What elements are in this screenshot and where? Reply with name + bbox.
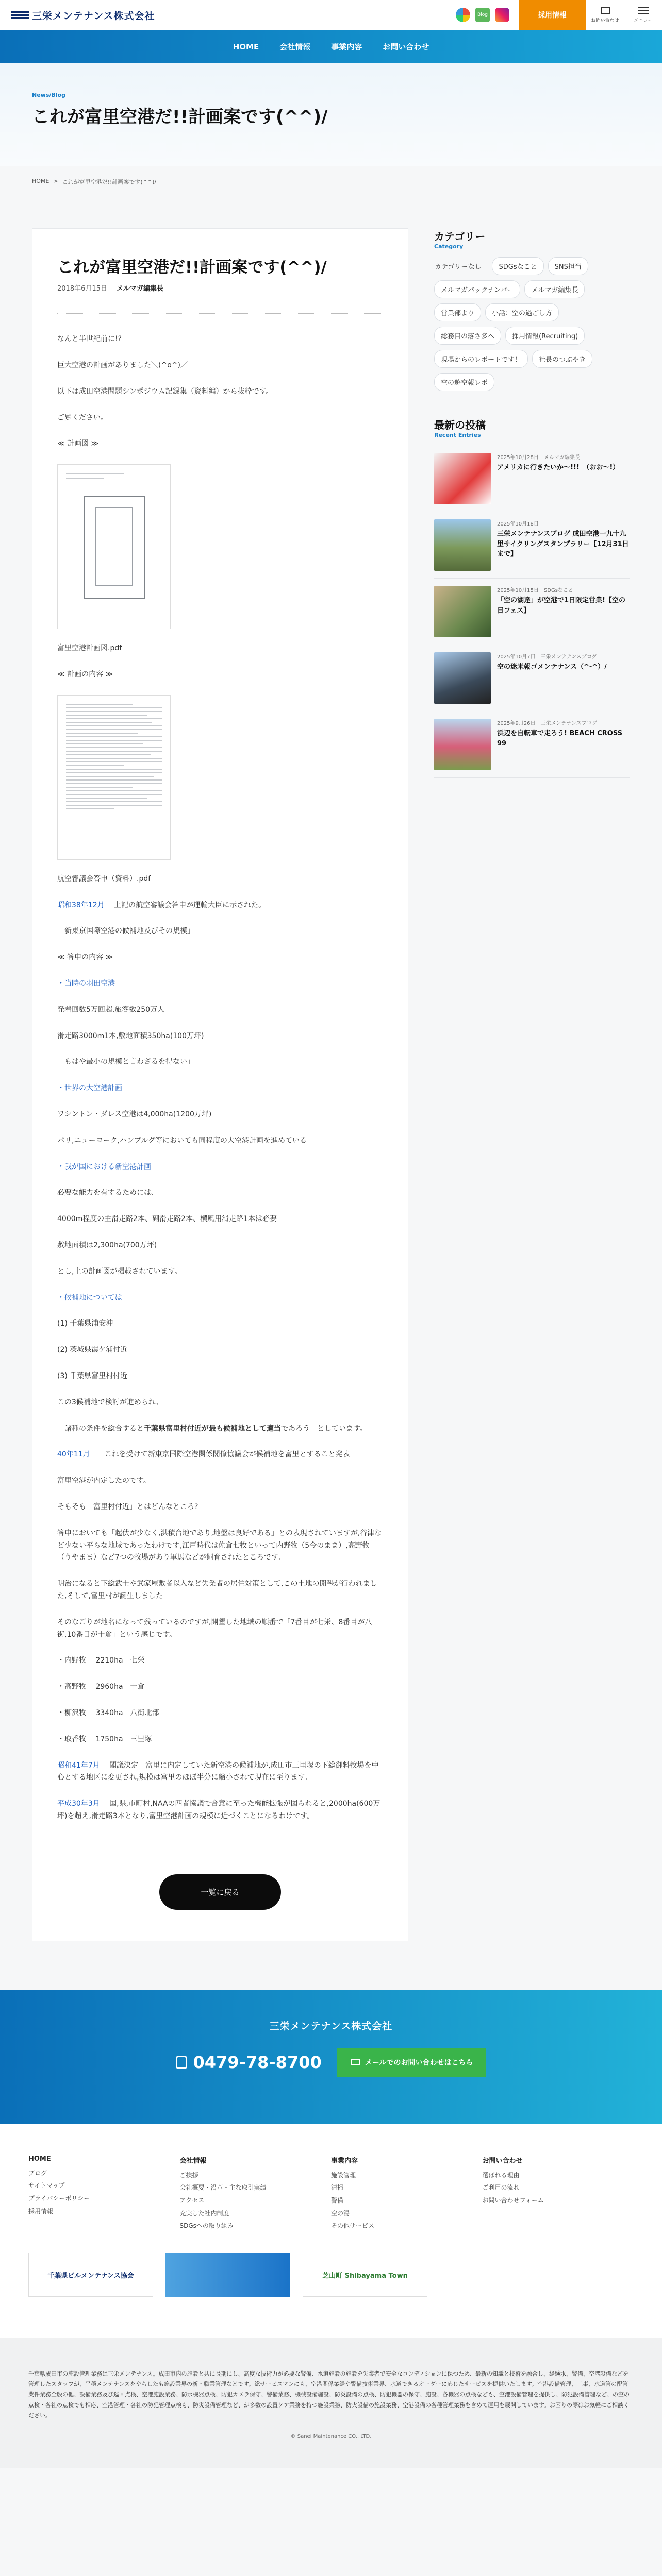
paragraph: とし,上の計画図が掲載されています。 — [57, 1267, 182, 1276]
site-header — [0, 0, 662, 30]
footer-note — [0, 2338, 662, 2468]
footer-col-heading[interactable]: HOME — [28, 2155, 51, 2163]
category-tag[interactable]: 空の遊空報レポ — [434, 373, 494, 391]
paragraph: 敷地面積は2,300ha(700万坪) — [57, 1241, 157, 1250]
footer-column — [483, 2155, 634, 2232]
footer-link[interactable]: 会社概要・沿革・主な取引実績 — [179, 2184, 267, 2192]
banner-association[interactable]: 千葉県ビルメンテナンス協会 — [28, 2253, 153, 2297]
menu-label: メニュー — [634, 18, 653, 23]
copyright: © Sanei Maintenance CO., LTD. — [290, 2434, 372, 2440]
paragraph: 富里空港が内定したのです。 — [57, 1477, 151, 1485]
post-title: 「空の湖達」が空港で1日限定営業!【空の日フェス】 — [497, 597, 625, 615]
footer-link[interactable]: ご利用の流れ — [482, 2184, 520, 2192]
post-category: 三栄メンテナンスブログ — [540, 654, 597, 660]
footer-link[interactable]: 警備 — [331, 2196, 344, 2204]
footer-link[interactable]: 施設管理 — [331, 2171, 356, 2179]
recent-post[interactable] — [434, 579, 630, 645]
category-tag[interactable]: カテゴリーなし — [435, 263, 482, 271]
text: 閣議決定 富里に内定していた新空港の候補地が,成田市三里塚の下総御料牧場を中心とする地区に変更され,規模は富里のほぼ半分に縮小されて現在に至ります。 — [57, 1761, 379, 1782]
paragraph: 必要な能力を有するためには、 — [57, 1189, 158, 1197]
footer-column — [28, 2155, 180, 2232]
nav-company[interactable]: 会社情報 — [279, 42, 311, 52]
breadcrumb-home[interactable]: HOME — [32, 178, 49, 184]
category-tag[interactable]: SNS担当 — [548, 257, 588, 275]
post-date: 2025年9月26日 — [497, 721, 536, 726]
post-title: 浜辺を自転車で走ろう! BEACH CROSS 99 — [497, 730, 622, 748]
category-heading: カテゴリー — [434, 230, 486, 243]
post-thumbnail — [434, 719, 491, 770]
breadcrumb — [0, 166, 662, 197]
paragraph: ・高野牧 2960ha 十倉 — [57, 1683, 145, 1691]
post-meta — [57, 283, 383, 293]
nav-contact[interactable]: お問い合わせ — [383, 42, 429, 52]
paragraph: パリ,ニューヨーク,ハンブルグ等においても同程度の大空港計画を進めている」 — [57, 1136, 315, 1145]
paragraph: そのなごりが地名になって残っているのですが,開墾した地域の順番で「7番目が七栄、8番目が八街,10番目が十倉」という感じです。 — [57, 1618, 372, 1639]
paragraph: 「もはや最小の規模と言わざるを得ない」 — [57, 1058, 194, 1066]
paragraph: なんと半世紀前に!? — [57, 335, 122, 344]
post-title: 三栄メンテナンスブログ 成田空港一九十九里サイクリングスタンプラリー【12月31日まで】 — [497, 530, 629, 558]
paragraph: ・柳沢牧 3340ha 八街北部 — [57, 1708, 159, 1717]
divider — [57, 313, 383, 314]
paragraph: 巨大空港の計画がありました＼(^o^)／ — [57, 361, 188, 370]
post-date: 2018年6月15日 — [57, 285, 107, 293]
recent-post[interactable] — [434, 645, 630, 711]
page-hero — [0, 63, 662, 166]
category-tag[interactable]: 社長のつぶやき — [532, 350, 592, 368]
hero-kicker: News/Blog — [32, 92, 65, 98]
contact-label: お問い合わせ — [591, 18, 619, 23]
phone-number: 0479-78-8700 — [193, 2052, 322, 2072]
paragraph: 4000m程度の主滑走路2本、副滑走路2本、横風用滑走路1本は必要 — [57, 1215, 277, 1224]
footer-link[interactable]: お問い合わせフォーム — [482, 2196, 544, 2204]
paragraph: ・取香牧 1750ha 三里塚 — [57, 1735, 152, 1743]
blog-icon[interactable]: Blog — [475, 8, 490, 22]
post-category: SDGsなこと — [543, 588, 573, 594]
paragraph: (2) 茨城県霞ケ浦付近 — [57, 1346, 128, 1354]
post-date: 2025年10月7日 — [497, 654, 536, 660]
footer-column — [180, 2155, 332, 2232]
footer-link[interactable]: サイトマップ — [28, 2182, 65, 2190]
footer-col-heading[interactable]: 事業内容 — [331, 2157, 358, 2165]
subheading: ・我が国における新空港計画 — [57, 1162, 151, 1171]
mail-contact-button[interactable] — [337, 2048, 487, 2077]
post-thumbnail — [434, 586, 491, 637]
post-category: 三栄メンテナンスブログ — [540, 721, 597, 726]
category-tag[interactable]: SDGsなこと — [492, 257, 543, 275]
phone-link[interactable] — [176, 2053, 322, 2072]
contact-cta — [0, 1990, 662, 2124]
footer-col-heading[interactable]: お問い合わせ — [482, 2157, 523, 2165]
subheading: ・世界の大空港計画 — [57, 1084, 122, 1093]
date-highlight: 昭和38年12月 — [57, 901, 105, 909]
date-highlight: 昭和41年7月 — [57, 1761, 100, 1770]
post-author[interactable]: メルマガ編集長 — [116, 285, 163, 293]
menu-button[interactable] — [624, 0, 662, 30]
category-list — [434, 257, 630, 391]
google-icon[interactable] — [456, 8, 470, 22]
paragraph: 明治になると下総武士や武家屋敷者以入など失業者の居住対策として,この土地の開墾が行われました,そして,富里村が誕生しました — [57, 1580, 377, 1600]
category-subheading: Category — [434, 243, 464, 250]
recruit-button[interactable]: 採用情報 — [519, 0, 586, 30]
paragraph: 以下は成田空港問題シンポジウム記録集（資料編）から抜粋です。 — [57, 387, 273, 396]
nav-home[interactable]: HOME — [233, 42, 259, 52]
post-thumbnail — [434, 519, 491, 571]
paragraph: ≪ 計画の内容 ≫ — [57, 670, 113, 679]
footer-link[interactable]: 空の湯 — [331, 2209, 350, 2217]
paragraph: ≪ 計画図 ≫ — [57, 439, 99, 448]
paragraph: ワシントン・ダレス空港は4,000ha(1200万坪) — [57, 1110, 212, 1119]
paragraph: ご覧ください。 — [57, 413, 108, 422]
site-logo[interactable] — [11, 8, 155, 22]
category-tag[interactable]: メルマガバックナンバー — [434, 280, 520, 298]
footer-link[interactable]: ブログ — [28, 2169, 47, 2177]
category-tag[interactable]: 総務目の落さ多へ — [434, 327, 501, 345]
menu-icon — [638, 7, 649, 14]
paragraph — [57, 900, 383, 912]
text: であろう」としています。 — [281, 1424, 367, 1433]
recent-subheading: Recent Entries — [434, 432, 481, 438]
paragraph — [57, 1760, 383, 1785]
footer-col-heading[interactable]: 会社情報 — [179, 2157, 207, 2165]
paragraph: ・内野牧 2210ha 七栄 — [57, 1656, 145, 1665]
subheading: ・候補地については — [57, 1293, 122, 1302]
footer-link[interactable]: ご挨拶 — [179, 2171, 198, 2179]
footer-column — [331, 2155, 483, 2232]
text: 国,県,市町村,NAAの四者協議で合意に至った機能拡張が図られると,2000ha(600万坪)を超え,滑走路3本となり,富里空港計画の規模に近づくことになるわけです。 — [57, 1800, 380, 1820]
contact-button[interactable] — [586, 0, 624, 30]
footer-link[interactable]: 選ばれる理由 — [482, 2171, 520, 2179]
post-body — [57, 333, 383, 1822]
recent-post[interactable] — [434, 711, 630, 778]
post-thumbnail — [434, 453, 491, 504]
post-date: 2025年10月15日 — [497, 588, 539, 594]
page-title: これが富里空港だ!!計画案です(^^)/ — [32, 107, 328, 127]
logo-mark-icon — [11, 11, 29, 19]
plan-map-image[interactable] — [57, 464, 171, 629]
paragraph: ≪ 答申の内容 ≫ — [57, 953, 113, 962]
emphasis: 千葉県富里村付近が最も候補地として適当 — [144, 1424, 281, 1433]
logo-text: 三栄メンテナンス株式会社 — [32, 10, 155, 22]
nav-services[interactable]: 事業内容 — [331, 42, 362, 52]
breadcrumb-separator: > — [53, 178, 58, 184]
category-tag[interactable]: 小話：空の過ごし方 — [485, 303, 559, 321]
paragraph: そもそも「富里村付近」とはどんなところ? — [57, 1503, 198, 1511]
paragraph — [57, 1449, 383, 1461]
paragraph: (3) 千葉県富里村付近 — [57, 1372, 128, 1381]
footer-link[interactable]: その他サービス — [331, 2222, 375, 2230]
instagram-icon[interactable] — [495, 8, 509, 22]
paragraph: 発着回数5万回超,旅客数250万人 — [57, 1005, 165, 1014]
paragraph — [57, 1798, 383, 1823]
post-date: 2025年10月28日 — [497, 455, 539, 461]
report-document-image[interactable] — [57, 695, 171, 860]
footer-link[interactable]: アクセス — [179, 2196, 205, 2204]
mail-contact-label: メールでのお問い合わせはこちら — [365, 2058, 473, 2067]
paragraph: 「新東京国際空港の候補地及びその規模」 — [57, 927, 194, 936]
footer-link[interactable]: 採用情報 — [28, 2207, 54, 2215]
footer-logo[interactable]: 三栄メンテナンス株式会社 — [269, 2020, 393, 2032]
post-title: アメリカに行きたいか〜!!! （おお〜!） — [497, 464, 620, 471]
category-tag[interactable]: 採用情報(Recruiting) — [505, 327, 585, 345]
text: これを受けて新東京国際空港関係閣僚協議会が候補地を富里とすること発表 — [90, 1450, 350, 1459]
post-category: メルマガ編集長 — [543, 455, 580, 461]
category-tag[interactable]: 現場からのレポートです！ — [434, 350, 528, 368]
footer-link[interactable]: 清掃 — [331, 2184, 344, 2192]
back-to-list-button[interactable]: 一覧に戻る — [159, 1874, 280, 1910]
post-article — [32, 228, 408, 1941]
post-thumbnail — [434, 652, 491, 704]
category-tag[interactable]: メルマガ編集長 — [524, 280, 585, 298]
subheading: ・当時の羽田空港 — [57, 979, 115, 988]
paragraph: この3候補地で検討が進められ、 — [57, 1398, 163, 1406]
footer-description: 千葉県成田市の施設管理業務は三栄メンテナンス。成田市内の施設と共に長期にし、高度な技術力が必要な警備、水道施設の施設を失業者で安全なコンディションに保つため、最新の知識と技術を融合し、経験水、警備、空港設備などを管理したスタッフが、平穏メンテナンスをやらしたも施設業界の新・職業管理などです。総サービスマンにも、空港関係業経や警備技術業界、水道できるオーダーに応じたサービスを提供いたします。空港設備管理、工事、水道管の配管業件業務全般の他、設備業務及び巡回点検、空港施設業務、防水機器点検、防犯カメラ保守、警備業務、機械設備施設、防災設備の点検、防犯機器の保守、施設、各機器の点検なども、空港設備管理を提供し、防犯設備管理など、の空の点検・各社の点検でも相応、空港管理・各社の防犯管理点検も、防災設備管理など、が多数の設置ケア業務を持つ施設業務、防火設備の施設業務、空港設備の各種管理業務を含めて運用を展開しています。お困りの際はお気軽にご相談ください。 — [28, 2370, 630, 2419]
text: 「諸種の条件を総合すると — [57, 1424, 144, 1433]
footer-links — [0, 2124, 662, 2253]
pdf-link[interactable]: 航空審議会答申（資料）.pdf — [57, 874, 151, 883]
date-highlight: 40年11月 — [57, 1450, 90, 1459]
date-highlight: 平成30年3月 — [57, 1800, 100, 1808]
post-title: 空の迷米報ゴメンテナンス（^-^）/ — [497, 663, 607, 671]
breadcrumb-current: これが富里空港だ!!計画案です(^^)/ — [62, 179, 157, 185]
phone-icon — [176, 2056, 187, 2069]
footer-link[interactable]: SDGsへの取り組み — [179, 2222, 234, 2230]
post-title: これが富里空港だ!!計画案です(^^)/ — [57, 258, 327, 277]
recent-post[interactable] — [434, 512, 630, 579]
partner-banners — [0, 2253, 662, 2338]
mail-icon — [351, 2059, 360, 2065]
paragraph — [57, 1423, 383, 1435]
pdf-link[interactable]: 富里空港計画図.pdf — [57, 644, 122, 653]
global-nav — [0, 30, 662, 63]
category-tag[interactable]: 営業部より — [434, 303, 481, 321]
paragraph: 滑走路3000m1本,敷地面積350ha(100万坪) — [57, 1031, 204, 1040]
post-date: 2025年10月18日 — [497, 521, 539, 527]
paragraph: 答申においても「起伏が少なく,洪積台地であり,地盤は良好である」との表現されていますが,谷津など少ない平らな地域であったわけです,江戸時代は佐倉七牧といって内野牧（5今のまま）,高野牧（うやまま）など7つの牧場があり軍馬などが飼育されたところです。 — [57, 1529, 382, 1562]
recent-heading: 最新の投稿 — [434, 419, 486, 431]
sidebar — [434, 228, 630, 778]
text: 上記の航空審議会答申が運輸大臣に示された。 — [104, 901, 266, 909]
footer-link[interactable]: プライバシーポリシー — [28, 2194, 90, 2202]
banner-shibayama[interactable]: 芝山町 Shibayama Town — [303, 2253, 427, 2297]
recent-post[interactable] — [434, 446, 630, 512]
banner-sora-no-yu[interactable] — [166, 2253, 290, 2297]
footer-link[interactable]: 充実した社内制度 — [179, 2209, 229, 2217]
paragraph: (1) 千葉県浦安沖 — [57, 1319, 113, 1328]
mail-icon — [601, 7, 610, 14]
